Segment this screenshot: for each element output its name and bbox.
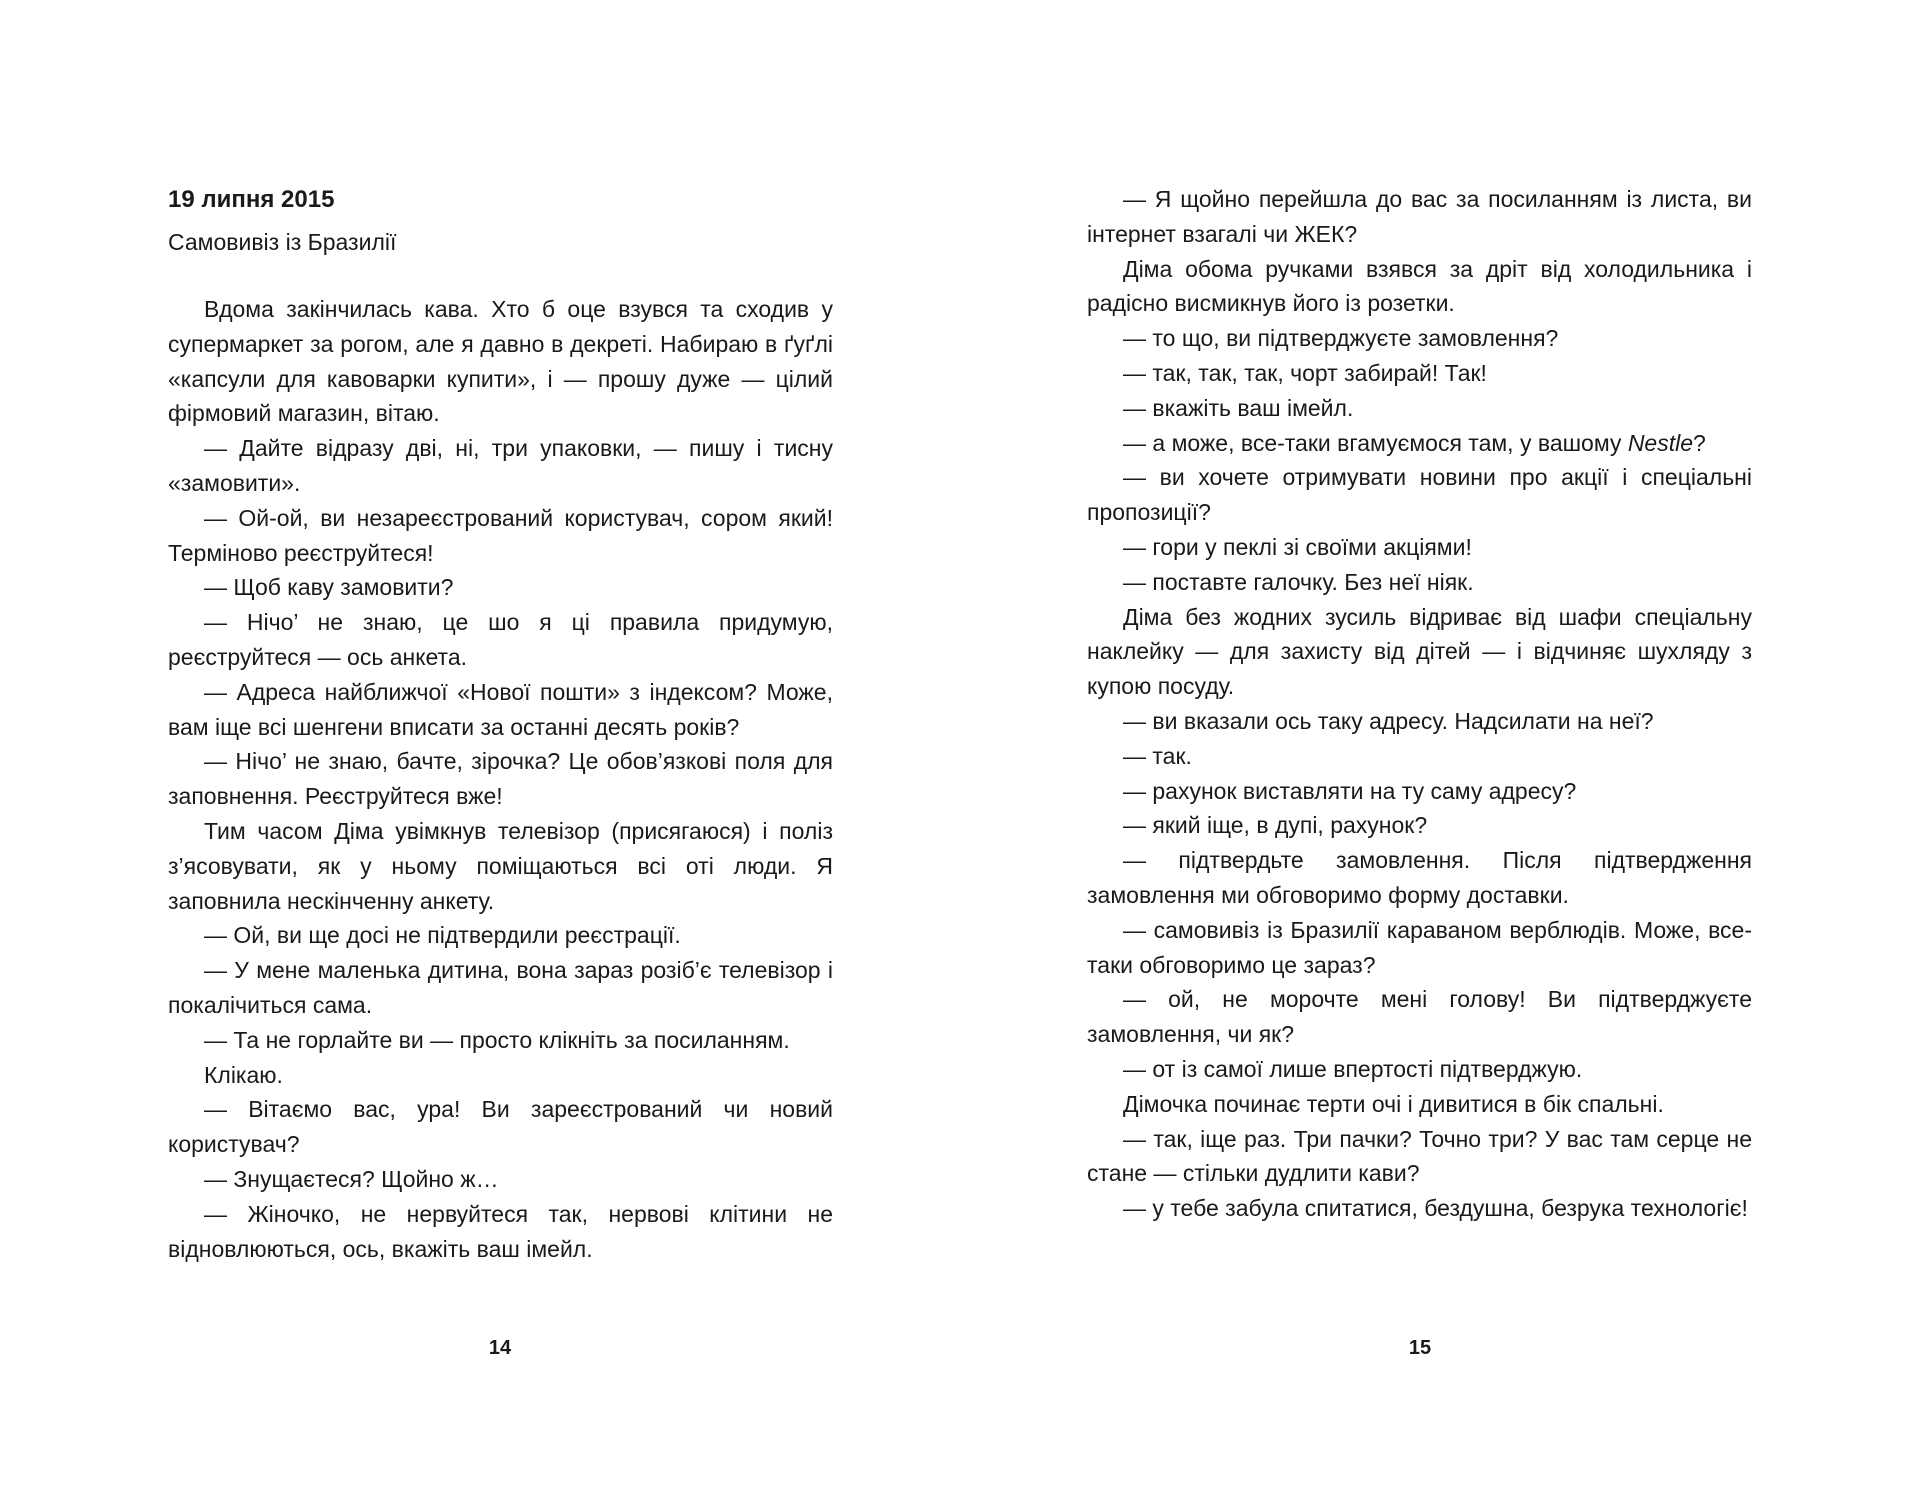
paragraph: — гори у пеклі зі своїми акціями!: [1123, 533, 1472, 560]
paragraph-text: — а може, все-таки вгамуємося там, у вашому: [1123, 429, 1622, 456]
question-mark: ?: [1693, 429, 1706, 456]
paragraph: Вдома закінчилась кава. Хто б оце взувся та сходив у супермаркет за рогом, але я давно в декреті. Набираю в ґуґлі «капсули для кавоварки купити», і — прошу дуже — цілий фірмовий магазин, вітаю.: [168, 296, 833, 427]
right-page: [1087, 182, 1752, 1226]
paragraph: — Жіночко, не нервуйтеся так, нервові клітини не відновлюються, ось, вкажіть ваш імейл.: [168, 1200, 833, 1262]
paragraph: — Нічо’ не знаю, бачте, зірочка? Це обов’язкові поля для заповнення. Реєструйтеся вже!: [168, 748, 833, 810]
paragraph: — ой, не морочте мені голову! Ви підтверджуєте замовлення, чи як?: [1087, 986, 1752, 1048]
paragraph: — Я щойно перейшла до вас за посиланням із листа, ви інтернет взагалі чи ЖЕК?: [1087, 186, 1752, 247]
entry-date: 19 липня 2015: [168, 186, 335, 213]
page-number-left: 14: [488, 1337, 512, 1359]
paragraph: Клікаю.: [204, 1061, 283, 1088]
paragraph: — то що, ви підтверджуєте замовлення?: [1123, 325, 1559, 352]
paragraph: — Щоб каву замовити?: [204, 574, 454, 601]
paragraph: Дімочка починає терти очі і дивитися в бік спальні.: [1123, 1090, 1664, 1117]
paragraph: — ви вказали ось таку адресу. Надсилати на неї?: [1123, 707, 1654, 734]
brand-name-italic: Nestle: [1627, 429, 1694, 456]
paragraph: — самовивіз із Бразилії караваном верблюдів. Може, все-таки обговоримо це зараз?: [1087, 916, 1752, 978]
paragraph: — так, іще раз. Три пачки? Точно три? У вас там серце не стане — стільки дудлити кави?: [1087, 1125, 1752, 1187]
paragraph: — який іще, в дупі, рахунок?: [1123, 812, 1428, 839]
left-page-text: [168, 292, 833, 1266]
paragraph: — Нічо’ не знаю, це шо я ці правила придумую, реєструйтеся — ось анкета.: [168, 609, 833, 670]
paragraph: — Ой, ви ще досі не підтвердили реєстрації.: [204, 922, 681, 949]
paragraph: — підтвердьте замовлення. Після підтвердження замовлення ми обговоримо форму доставки.: [1087, 847, 1752, 908]
paragraph: Діма без жодних зусиль відриває від шафи спеціальну наклейку — для захисту від дітей — і відчиняє шухляду з купою посуду.: [1087, 603, 1752, 700]
page-number-right: 15: [1408, 1337, 1432, 1359]
paragraph: — Адреса найближчої «Нової пошти» з індексом? Може, вам іще всі шенгени вписати за останні десять років?: [168, 678, 833, 740]
paragraph: — от із самої лише впертості підтверджую.: [1123, 1055, 1583, 1082]
paragraph: — Та не горлайте ви — просто клікніть за посиланням.: [204, 1026, 790, 1053]
paragraph: — Знущаєтеся? Щойно ж…: [204, 1165, 499, 1192]
left-page: [168, 182, 833, 1266]
paragraph: Діма обома ручками взявся за дріт від холодильника і радісно висмикнув його із розетки.: [1087, 255, 1752, 317]
paragraph: — рахунок виставляти на ту саму адресу?: [1123, 777, 1577, 804]
right-page-text: [1087, 182, 1752, 1226]
paragraph: [1087, 426, 1752, 461]
paragraph: — У мене маленька дитина, вона зараз розіб’є телевізор і покалічиться сама.: [168, 957, 833, 1018]
entry-subtitle: Самовивіз із Бразилії: [168, 229, 397, 255]
paragraph: — так.: [1123, 742, 1192, 769]
paragraph: — поставте галочку. Без неї ніяк.: [1123, 568, 1474, 595]
paragraph: — Дайте відразу дві, ні, три упаковки, — пишу і тисну «замовити».: [168, 435, 833, 496]
paragraph: — у тебе забула спитатися, бездушна, безрука технологіє!: [1123, 1195, 1748, 1222]
paragraph: — вкажіть ваш імейл.: [1123, 394, 1354, 421]
paragraph: — Вітаємо вас, ура! Ви зареєстрований чи новий користувач?: [168, 1096, 833, 1158]
paragraph: — ви хочете отримувати новини про акції і спеціальні пропозиції?: [1087, 464, 1752, 526]
paragraph: — так, так, так, чорт забирай! Так!: [1123, 359, 1487, 386]
paragraph: — Ой-ой, ви незареєстрований користувач, сором який! Терміново реєструйтеся!: [168, 504, 833, 566]
paragraph: Тим часом Діма увімкнув телевізор (присягаюся) і поліз з’ясовувати, як у ньому поміщаються всі оті люди. Я заповнила нескінченну анкету.: [168, 817, 833, 914]
